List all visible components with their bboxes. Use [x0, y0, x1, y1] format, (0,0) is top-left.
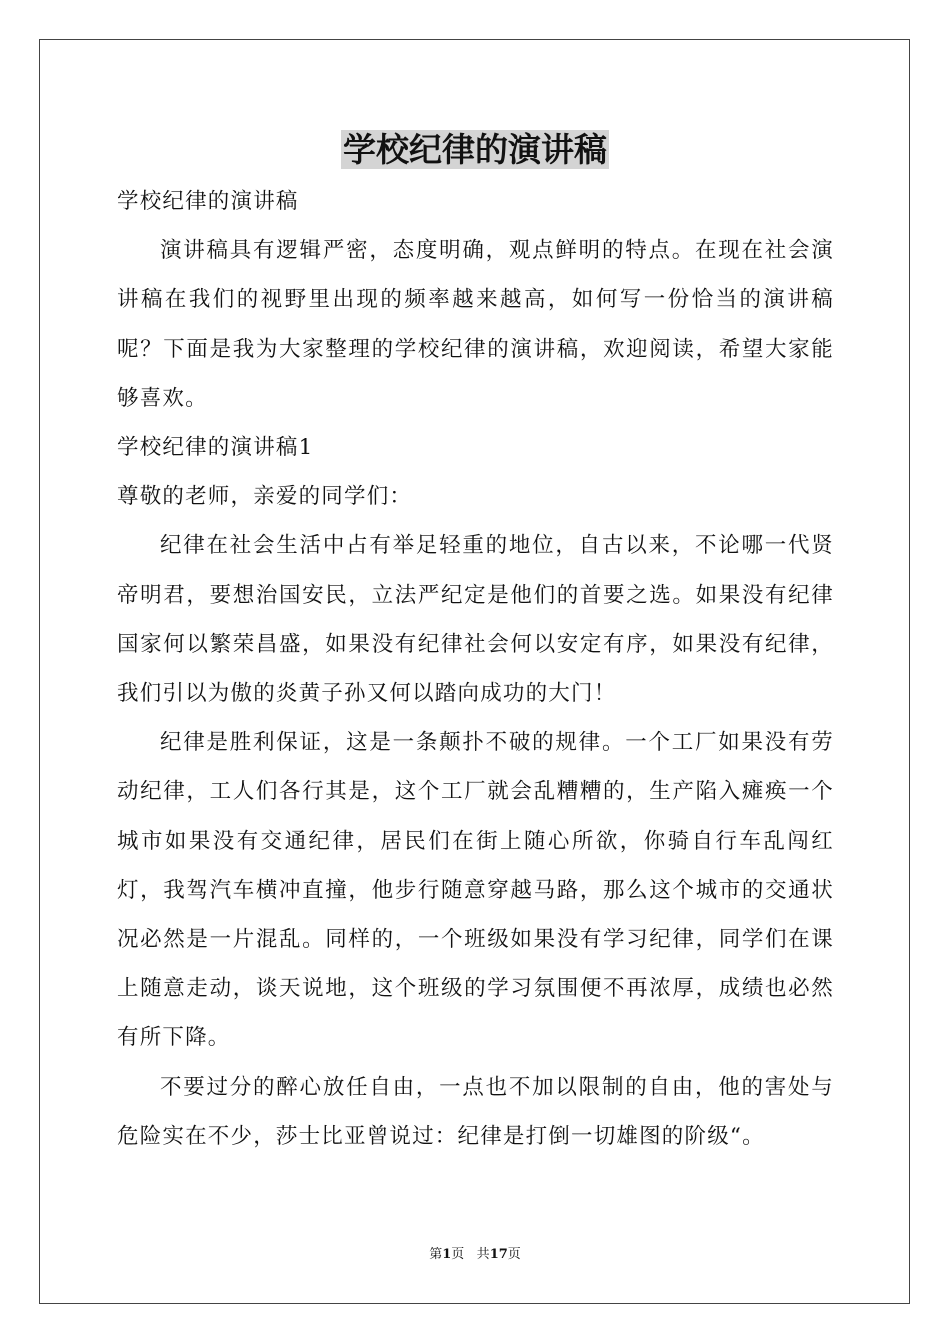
paragraph-salutation: 尊敬的老师，亲爱的同学们： — [117, 484, 413, 510]
paragraph-body-2: 纪律是胜利保证，这是一条颠扑不破的规律。一个工厂如果没有劳动纪律，工人们各行其是，这个工厂就会乱糟糟的，生产陷入瘫痪一个城市如果没有交通纪律，居民们在街上随心所欲，你骑自行车乱闯红灯，我驾汽车横冲直撞，他步行随意穿越马路，那么这个城市的交通状况必然是一片混乱。同样的，一个班级如果没有学习纪律，同学们在课上随意走动，谈天说地，这个班级的学习氛围便不再浓厚，成绩也必然有所下降。 — [117, 730, 834, 1051]
footer-page-unit: 页 — [451, 1247, 465, 1262]
document-title — [0, 128, 950, 172]
paragraph-intro: 演讲稿具有逻辑严密，态度明确，观点鲜明的特点。在现在社会演讲稿在我们的视野里出现的频率越来越高，如何写一份恰当的演讲稿呢？下面是我为大家整理的学校纪律的演讲稿，欢迎阅读，希望大家能够喜欢。 — [117, 238, 834, 411]
footer-page-prefix: 第 — [429, 1247, 443, 1262]
paragraph-body-1: 纪律在社会生活中占有举足轻重的地位，自古以来，不论哪一代贤帝明君，要想治国安民，立法严纪定是他们的首要之选。如果没有纪律国家何以繁荣昌盛，如果没有纪律社会何以安定有序，如果没有纪律，我们引以为傲的炎黄子孙又何以踏向成功的大门！ — [117, 533, 834, 707]
paragraph-section-heading: 学校纪律的演讲稿1 — [117, 435, 314, 461]
paragraph-subtitle: 学校纪律的演讲稿 — [117, 189, 299, 214]
paragraph-body-3: 不要过分的醉心放任自由，一点也不加以限制的自由，他的害处与危险实在不少，莎士比亚曾说过：纪律是打倒一切雄图的阶级“。 — [117, 1074, 834, 1149]
document-title-text: 学校纪律的演讲稿 — [343, 130, 607, 169]
footer-total-prefix: 共 — [476, 1247, 490, 1262]
document-body — [117, 177, 834, 1161]
footer-total-unit: 页 — [507, 1247, 521, 1262]
footer-page-total: 17 — [489, 1247, 508, 1262]
page-footer — [0, 1246, 950, 1264]
footer-page-current: 1 — [442, 1247, 452, 1262]
